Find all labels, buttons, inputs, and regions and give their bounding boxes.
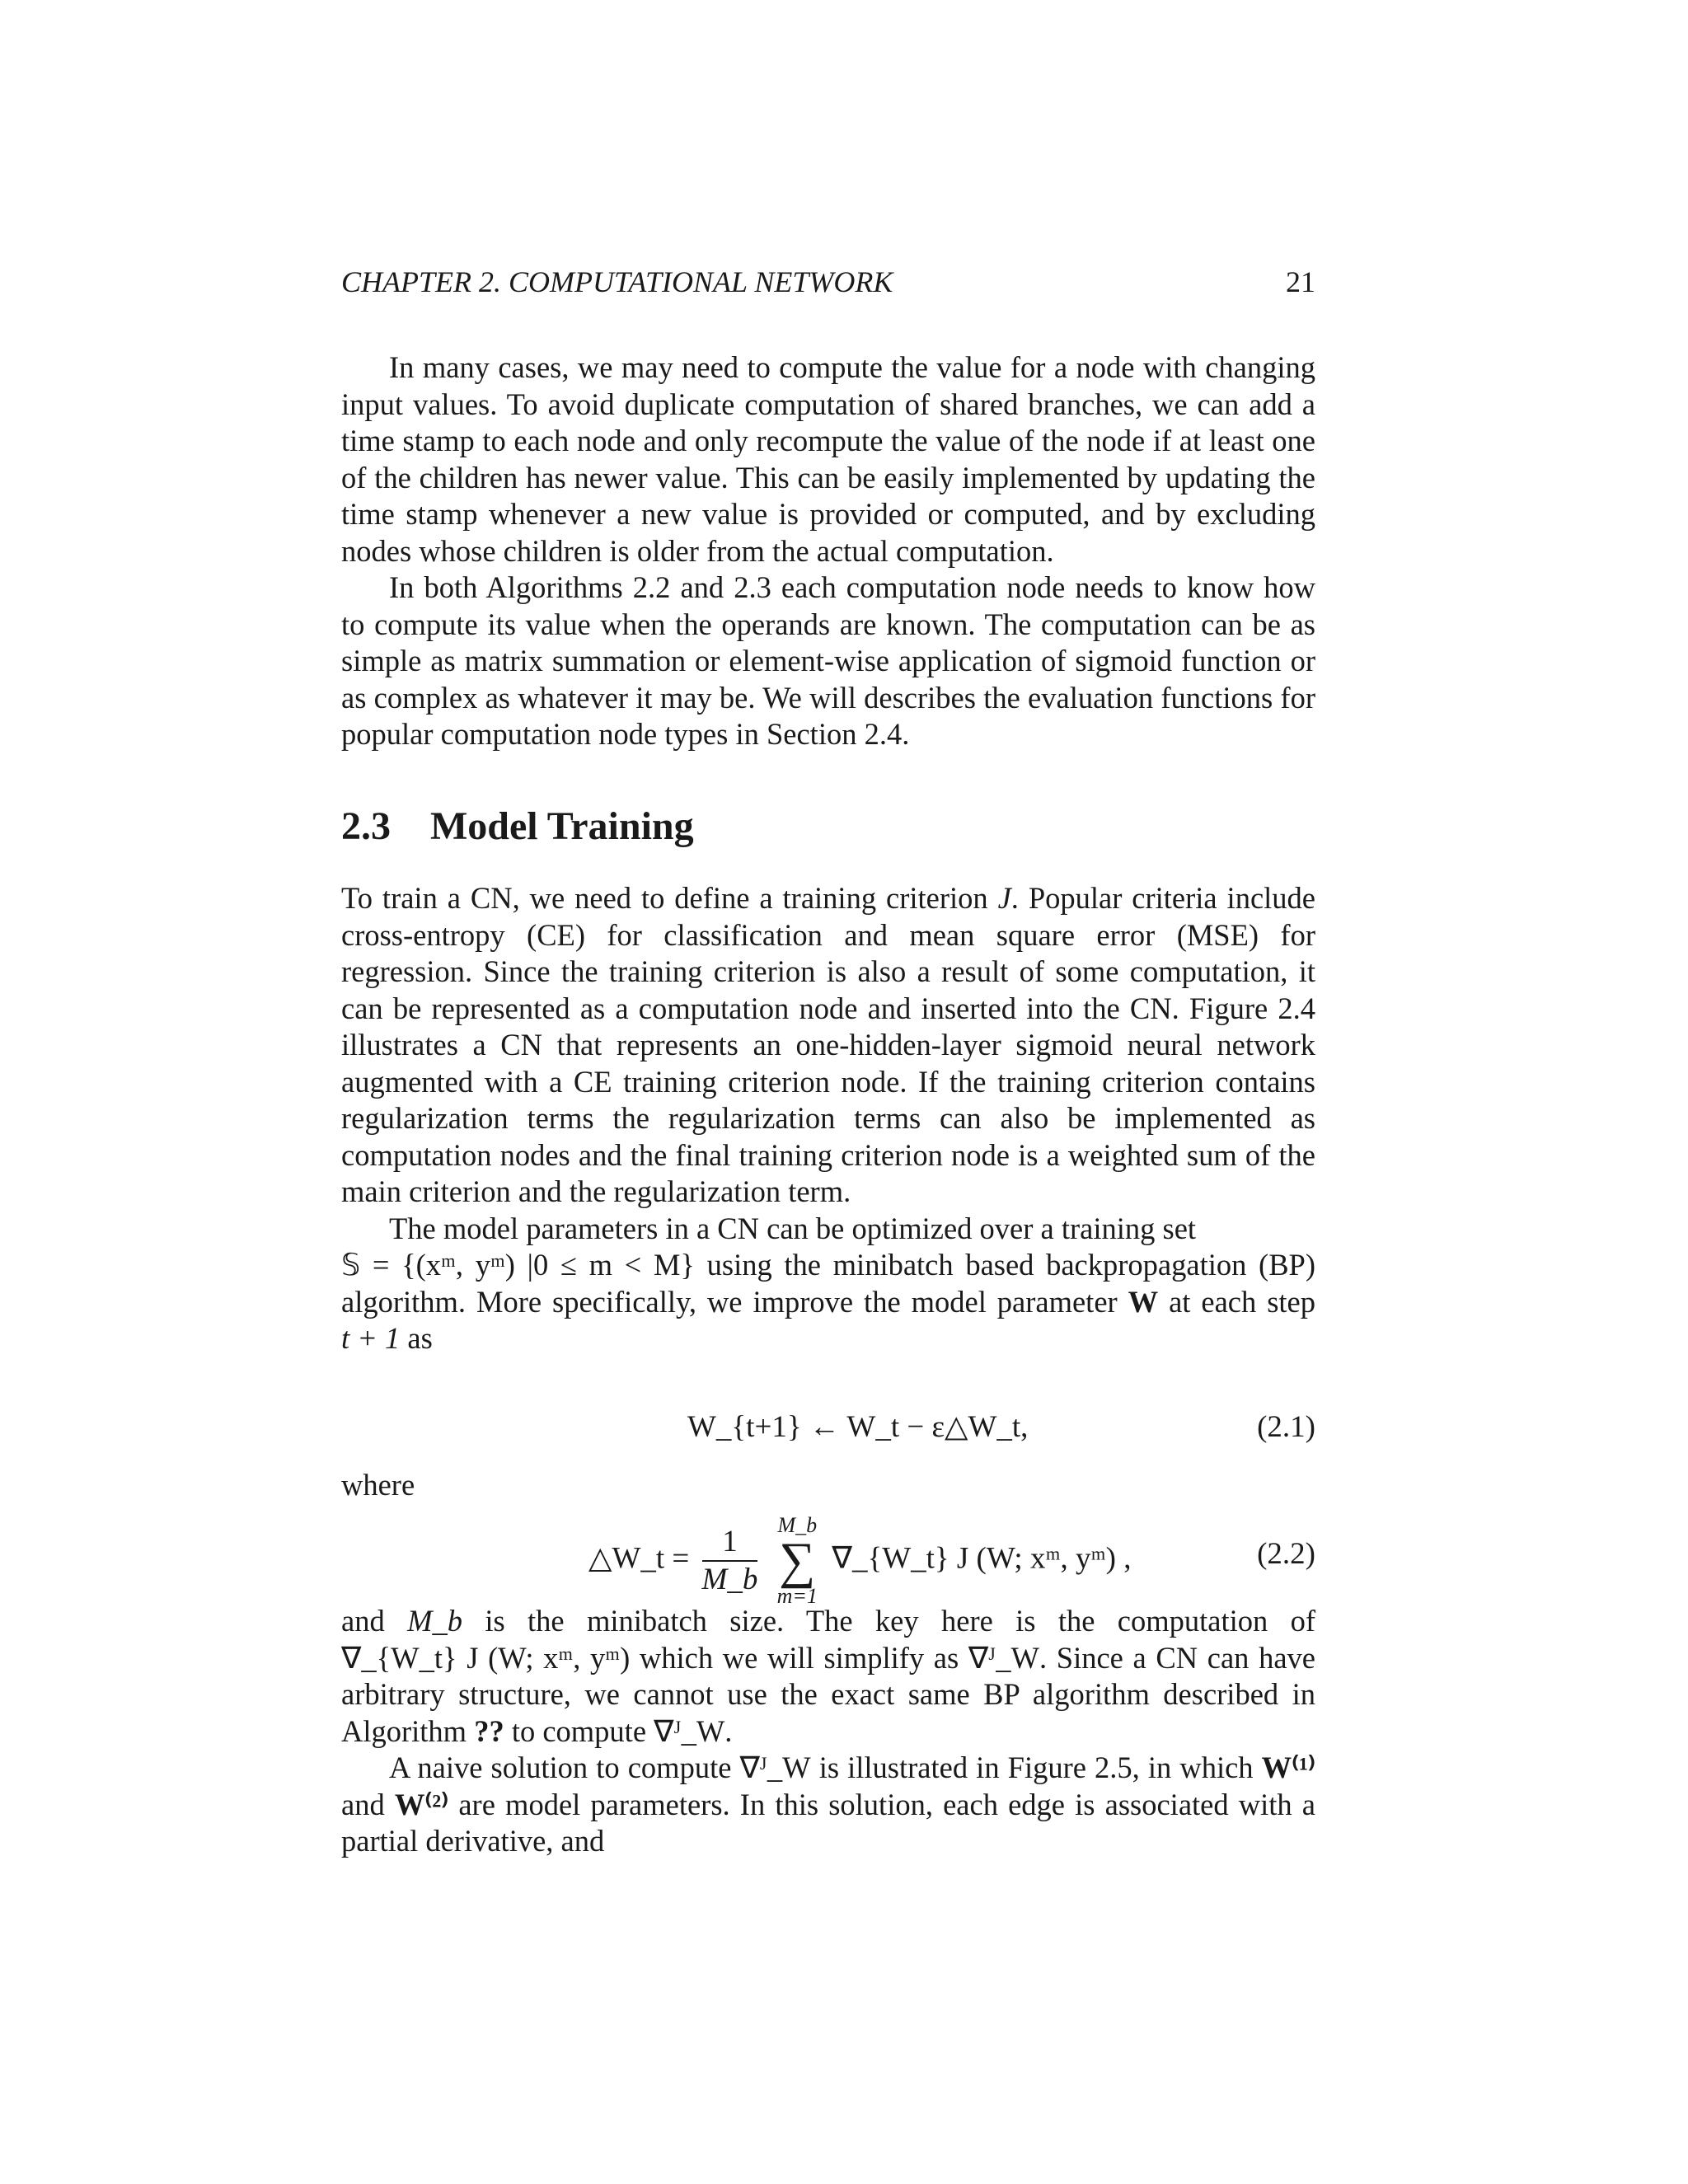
equation-2-1 xyxy=(341,1403,1315,1452)
equation-2-1-number: (2.1) xyxy=(1257,1410,1315,1444)
math-W1: W⁽¹⁾ xyxy=(1261,1750,1315,1784)
paragraph-training-criterion: To train a CN, we need to define a training criterion J. Popular criteria include cross-entropy (CE) for classification and mean square error (MSE) for regression. Since the training criterion is also a result of some computation, it can be represented as a computation node and inserted into the CN. Figure 2.4 illustrates a CN that represents an one-hidden-layer sigmoid neural network augmented with a CE training criterion node. If the training criterion contains regularization terms the regularization terms can also be implemented as computation nodes and the final training criterion node is a weighted sum of the main criterion and the regularization term. xyxy=(341,881,1315,1208)
math-Mb: M_b xyxy=(407,1604,462,1638)
equation-2-2-number: (2.2) xyxy=(1257,1537,1315,1571)
training-paragraphs xyxy=(341,880,1315,1357)
section-number: 2.3 xyxy=(341,804,391,848)
section-heading xyxy=(341,802,1315,851)
eq2-rhs: ∇_{W_t} J (W; xᵐ, yᵐ) , xyxy=(832,1541,1132,1576)
equation-2-2-body xyxy=(588,1513,1132,1608)
math-gradient-short-2: ∇ᴶ_W xyxy=(654,1713,725,1748)
intro-paragraphs xyxy=(341,349,1315,753)
math-gradient: ∇_{W_t} J (W; xᵐ, yᵐ) xyxy=(341,1640,631,1675)
chapter-title: CHAPTER 2. COMPUTATIONAL NETWORK xyxy=(341,265,893,298)
math-W2: W⁽²⁾ xyxy=(394,1787,449,1821)
missing-reference: ?? xyxy=(474,1713,504,1748)
paragraph-model-parameters: The model parameters in a CN can be optimized over a training set 𝕊 = {(xᵐ, yᵐ) |0 ≤ m < M} using the minibatch based backpropagation (BP) algorithm. More specifically, we improve the model parameter W at each step t + 1 as xyxy=(341,1211,1315,1355)
math-step: t + 1 xyxy=(341,1321,401,1355)
eq2-lhs: △W_t = xyxy=(588,1541,690,1576)
where-label: where xyxy=(341,1468,415,1502)
page-number: 21 xyxy=(1286,265,1315,298)
math-J: J xyxy=(997,881,1011,915)
equation-2-2 xyxy=(341,1513,1315,1608)
eq2-fraction: $\frac{1}{M\_b}$ xyxy=(701,1525,758,1596)
math-W: W xyxy=(1128,1284,1159,1319)
math-training-set: 𝕊 = {(xᵐ, yᵐ) |0 ≤ m < M} xyxy=(341,1248,695,1282)
paragraph-evaluation-functions: In both Algorithms 2.2 and 2.3 each computation node needs to know how to compute its value when the operands are known. The computation can be as simple as matrix summation or element-wise application of sigmoid function or as complex as whatever it may be. We will describes the evaluation functions for popular computation node types in Section 2.4. xyxy=(341,570,1315,751)
section-title: Model Training xyxy=(430,804,694,848)
equation-2-1-body: W_{t+1} ← W_t − ε△W_t, xyxy=(687,1410,1029,1444)
paragraph-minibatch: and M_b is the minibatch size. The key here is the computation of ∇_{W_t} J (W; xᵐ, yᵐ) which we will simplify as ∇ᴶ_W. Since a CN can have arbitrary structure, we cannot use the exact same BP algorithm described in Algorithm ?? to compute ∇ᴶ_W. xyxy=(341,1604,1316,1748)
paragraph-time-stamp: In many cases, we may need to compute the value for a node with changing input values. To avoid duplicate computation of shared branches, we can add a time stamp to each node and only recompute the value of the node if at least one of the children has newer value. This can be easily implemented by updating the time stamp whenever a new value is provided or computed, and by excluding nodes whose children is older from the actual computation. xyxy=(341,350,1315,568)
math-gradient-short: ∇ᴶ_W xyxy=(968,1640,1039,1675)
running-header xyxy=(341,262,1315,302)
math-gradient-short-3: ∇ᴶ_W xyxy=(739,1750,811,1784)
gradient-paragraphs xyxy=(341,1603,1315,1860)
paragraph-naive-solution: A naive solution to compute ∇ᴶ_W is illustrated in Figure 2.5, in which W⁽¹⁾ and W⁽²⁾ are model parameters. In this solution, each edge is associated with a partial derivative, and xyxy=(341,1750,1315,1858)
eq2-summation: M_b ∑ m=1 xyxy=(776,1513,818,1608)
